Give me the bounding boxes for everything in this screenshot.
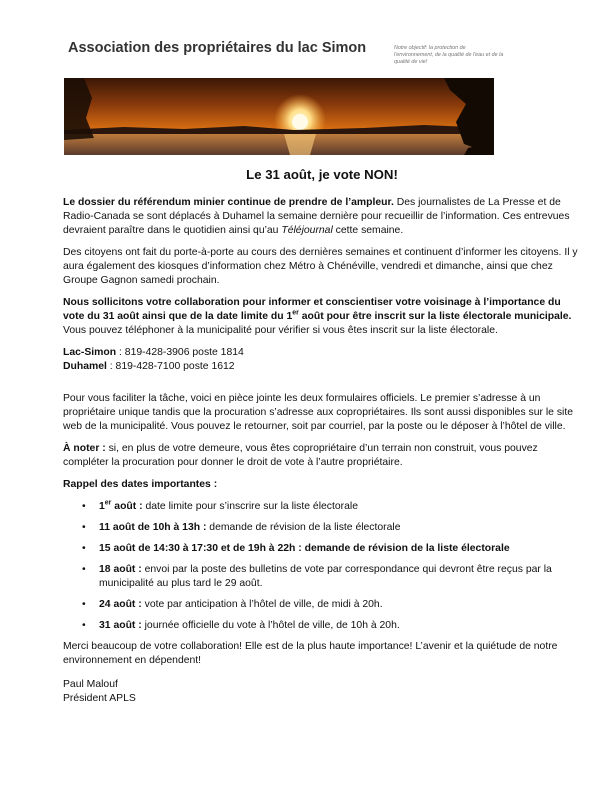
note-label: À noter :	[63, 443, 106, 454]
contact-lac-simon-phone: : 819-428-3906 poste 1814	[116, 347, 244, 358]
contact-lac-simon-label: Lac-Simon	[63, 347, 117, 358]
contact-duhamel-phone: : 819-428-7100 poste 1612	[106, 361, 235, 372]
signer-name: Paul Malouf	[63, 679, 118, 690]
date-description: journée officielle du vote à l’hôtel de ville, de 10h à 20h.	[141, 620, 400, 631]
date-label: 15 août de 14:30 à 17:30 et de 19h à 22h : demande de révision de la liste électorale	[99, 543, 510, 554]
dates-heading	[63, 478, 581, 492]
contact-phones	[63, 346, 581, 374]
superscript-er: er	[292, 309, 299, 317]
telejournal-italic: Téléjournal	[281, 225, 333, 236]
collaboration-bold-a: Nous sollicitons votre collaboration pour informer et conscientiser votre voisinage à l’importance du vote du 31 août ainsi que de la date limite du 1	[63, 297, 561, 322]
paragraph-text-end: cette semaine.	[332, 225, 404, 236]
collaboration-bold-b: août pour être inscrit sur la liste électorale municipale.	[298, 311, 572, 322]
list-item	[63, 542, 581, 556]
bullet-icon: •	[82, 501, 86, 512]
signer-title: Président APLS	[63, 693, 136, 704]
list-item	[63, 598, 581, 612]
collaboration-text: Vous pouvez téléphoner à la municipalité pour vérifier si vous êtes inscrit sur la liste électorale.	[63, 325, 498, 336]
paragraph-note	[63, 442, 581, 470]
date-description: date limite pour s’inscrire sur la liste électorale	[142, 501, 358, 512]
date-description: envoi par la poste des bulletins de vote par correspondance qui devront être reçus par la municipalité au plus tard le 29 août.	[99, 564, 552, 589]
list-item	[63, 500, 581, 514]
organization-tagline: Notre objectif: la protection de l'environnement, de la qualité de l'eau et de la qualité de vie!	[394, 45, 504, 65]
bullet-icon: •	[82, 543, 86, 554]
date-label: 31 août :	[99, 620, 142, 631]
letter-body	[63, 167, 581, 706]
date-label: 11 août de 10h à 13h :	[99, 522, 207, 533]
date-description: vote par anticipation à l’hôtel de ville, de midi à 20h.	[141, 599, 383, 610]
sunset-over-lake-photo	[64, 78, 494, 155]
list-item	[63, 619, 581, 633]
bullet-icon: •	[82, 599, 86, 610]
collaboration-bold	[63, 297, 571, 322]
paragraph-closing: Merci beaucoup de votre collaboration! Elle est de la plus haute importance! L’avenir et la quiétude de notre environnement en dépendent!	[63, 641, 558, 666]
date-label: 18 août :	[99, 564, 142, 575]
bullet-icon: •	[82, 564, 86, 575]
date-label	[99, 501, 143, 512]
list-item	[63, 521, 581, 535]
date-label: 24 août :	[99, 599, 142, 610]
note-text: si, en plus de votre demeure, vous êtes copropriétaire d’un terrain non construit, vous pouvez compléter la procuration pour donner le droit de vote à l’autre propriétaire.	[63, 443, 538, 468]
paragraph-collaboration	[63, 296, 581, 338]
list-item	[63, 563, 581, 591]
paragraph-referendum	[63, 196, 581, 238]
paragraph-lead-bold: Le dossier du référendum minier continue de prendre de l’ampleur.	[63, 197, 394, 208]
paragraph-door-to-door: Des citoyens ont fait du porte-à-porte au cours des dernières semaines et continuent d’informer les citoyens. Il y aura également des kiosques d’information chez Métro à Chénéville, vendredi et dimanche, ainsi que chez Groupe Gagnon samedi prochain.	[63, 247, 578, 286]
bullet-icon: •	[82, 620, 86, 631]
dates-heading-text: Rappel des dates importantes :	[63, 479, 218, 490]
contact-duhamel-label: Duhamel	[63, 361, 107, 372]
signature-block	[63, 678, 581, 706]
important-dates-list	[63, 500, 581, 633]
organization-name: Association des propriétaires du lac Simon	[68, 40, 367, 56]
paragraph-text: Des journalistes de La Presse et de Radio-Canada se sont déplacés à Duhamel la semaine dernière pour recueillir de l’information. Ces entrevues devraient paraître dans le quotidien ainsi qu’au	[63, 197, 570, 236]
letter-title: Le 31 août, je vote NON!	[246, 167, 398, 182]
date-description: demande de révision de la liste électorale	[206, 522, 401, 533]
letterhead	[64, 40, 504, 155]
bullet-icon: •	[82, 522, 86, 533]
date-day: 1	[99, 501, 105, 512]
superscript-er: er	[104, 499, 112, 507]
paragraph-forms: Pour vous faciliter la tâche, voici en pièce jointe les deux formulaires officiels. Le premier s’adresse à un propriétaire unique tandis que la procuration s’adresse aux copropriétaires. Ils sont aussi disponibles sur le site web de la municipalité. Vous pouvez le retourner, soit par courriel, par la poste ou le déposer à l’hôtel de ville.	[63, 393, 573, 432]
date-month: août :	[111, 501, 143, 512]
